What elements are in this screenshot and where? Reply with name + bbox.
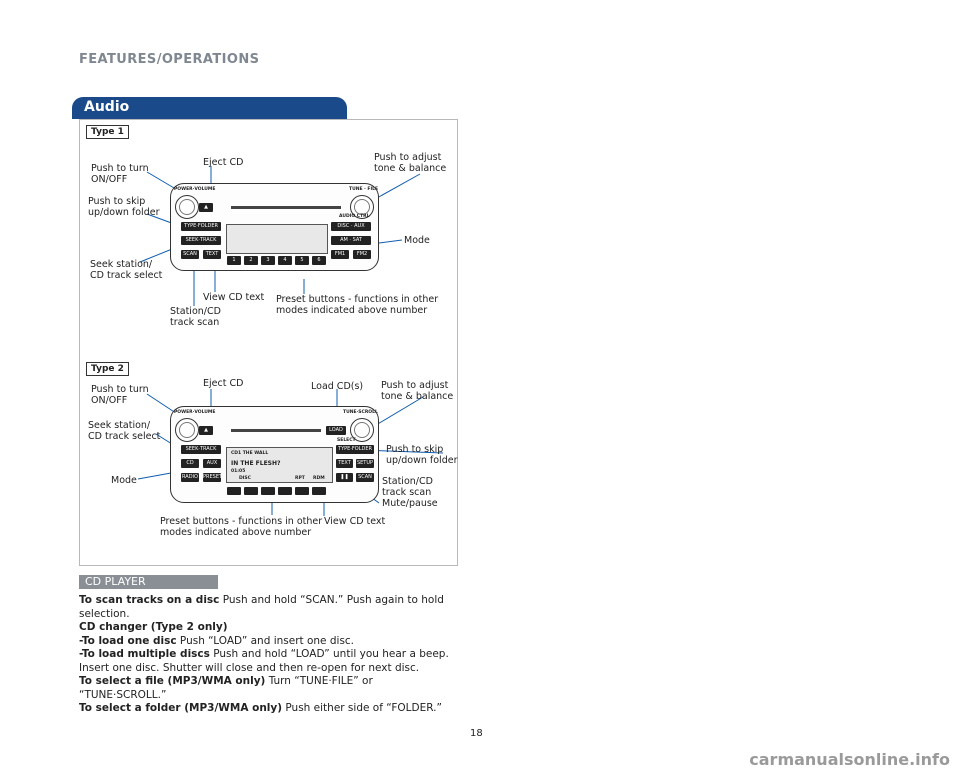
type2-text-button[interactable]: TEXT [336, 459, 353, 468]
type2-display-line1: CD1 THE WALL [231, 451, 269, 456]
type1-callout-skip: Push to skip up/down folder [88, 196, 160, 218]
type2-callout-seek: Seek station/ CD track select [88, 420, 161, 442]
type2-load-button[interactable]: LOAD [326, 426, 346, 435]
type2-label: Type 2 [86, 362, 129, 376]
section-heading: FEATURES/OPERATIONS [79, 52, 260, 67]
type1-eject-button[interactable] [199, 203, 213, 212]
type1-disc-aux-button[interactable]: DISC · AUX [331, 222, 371, 231]
type2-setup-button[interactable]: SETUP [356, 460, 374, 466]
type1-seek-track-button[interactable]: SEEK·TRACK [181, 236, 221, 245]
type1-preset-button[interactable]: 6 [312, 256, 326, 265]
type1-preset-button[interactable]: 3 [261, 256, 275, 265]
instruction-line: -To load one disc Push “LOAD” and insert one disc. [79, 634, 355, 647]
type2-radio-unit [170, 406, 379, 503]
footer-watermark: carmanualsonline.info [749, 750, 950, 769]
instruction-line: CD changer (Type 2 only) [79, 621, 228, 633]
type1-radio-unit [170, 183, 379, 271]
type1-label: Type 1 [86, 125, 129, 139]
type2-display [226, 447, 333, 483]
type2-preset-button[interactable] [261, 487, 275, 495]
type2-callout-scan: Station/CD track scan [382, 476, 433, 498]
type2-callout-power: Push to turn ON/OFF [91, 384, 149, 406]
type1-fm1-button[interactable]: FM1 [331, 250, 349, 259]
type2-preset-button[interactable] [227, 487, 241, 495]
type2-radio-button[interactable]: RADIO [182, 474, 198, 480]
type2-cd-button[interactable]: CD [181, 459, 199, 468]
type1-preset-button[interactable]: 4 [278, 256, 292, 265]
type1-callout-seek: Seek station/ CD track select [90, 259, 163, 281]
eject-icon: ▲ [204, 204, 208, 210]
type2-callout-tone: Push to adjust tone & balance [381, 380, 454, 402]
audio-title: Audio [84, 99, 130, 115]
type1-label-audio-ctrl: AUDIO CTRL [339, 214, 370, 219]
type2-label-select: SELECT [337, 438, 356, 443]
type1-power-volume-knob[interactable] [175, 195, 199, 219]
type2-callout-view-text: View CD text [324, 516, 386, 527]
type1-label-power-volume: POWER·VOLUME [174, 187, 216, 192]
type1-scan-button[interactable]: SCAN [181, 250, 199, 259]
type1-fm2-button[interactable]: FM2 [353, 250, 371, 259]
type2-display-rpt: RPT [295, 476, 305, 481]
type2-eject-button[interactable] [199, 426, 213, 435]
type2-display-line2: IN THE FLESH? [231, 460, 281, 467]
instruction-line: To scan tracks on a disc Push and hold “SCAN.” Push again to hold selection. [79, 594, 444, 620]
type1-preset-button[interactable]: 1 [227, 256, 241, 265]
type1-callout-eject: Eject CD [203, 157, 244, 168]
type2-callout-eject: Eject CD [203, 378, 244, 389]
type1-type-folder-button[interactable]: TYPE·FOLDER [181, 222, 221, 231]
type1-cd-slot [231, 206, 341, 209]
type1-display [226, 224, 328, 254]
type2-preset-mode-button[interactable]: PRESET [203, 474, 223, 480]
type1-callout-tone: Push to adjust tone & balance [374, 152, 447, 174]
type2-callout-mode: Mode [111, 475, 137, 486]
type1-callout-power: Push to turn ON/OFF [91, 163, 149, 185]
type2-callout-mute: Mute/pause [382, 498, 438, 509]
type1-callout-presets: Preset buttons - functions in other modes indicated above number [276, 294, 439, 316]
instruction-line: To select a folder (MP3/WMA only) Push either side of “FOLDER.” [79, 702, 442, 714]
type1-preset-button[interactable]: 5 [295, 256, 309, 265]
type1-callout-mode: Mode [404, 235, 430, 246]
type2-preset-button[interactable] [278, 487, 292, 495]
type2-callout-load: Load CD(s) [311, 381, 364, 392]
type1-callout-view-text: View CD text [203, 292, 265, 303]
type1-am-sat-button[interactable]: AM · SAT [331, 236, 371, 245]
type2-type-folder-button[interactable]: TYPE·FOLDER [336, 445, 374, 454]
type2-display-rdm: RDM [313, 476, 325, 481]
type2-label-power-volume: POWER·VOLUME [174, 410, 216, 415]
type2-aux-button[interactable]: AUX [203, 459, 221, 468]
type2-preset-button[interactable] [312, 487, 326, 495]
type2-power-volume-knob[interactable] [175, 418, 199, 442]
type2-mute-button[interactable] [336, 473, 353, 482]
page-number: 18 [470, 728, 483, 739]
type2-cd-slot [231, 429, 321, 432]
instruction-line: -To load multiple discs Push and hold “LOAD” until you hear a beep. Insert one disc. Shutter will close and then re-open for next disc. [79, 648, 449, 674]
type2-display-disc: DISC [239, 476, 251, 481]
pause-icon: ❚❚ [340, 474, 349, 480]
type2-label-tune-scroll: TUNE·SCROLL [343, 410, 378, 415]
type1-callout-scan: Station/CD track scan [170, 306, 221, 328]
type2-seek-track-button[interactable]: SEEK·TRACK [181, 445, 221, 454]
type1-label-tune-file: TUNE · FILE [349, 187, 379, 192]
type2-display-line3: 01:05 [231, 469, 246, 474]
type1-text-button[interactable]: TEXT [203, 250, 221, 259]
type2-callout-skip: Push to skip up/down folder [386, 444, 458, 466]
instruction-line: To select a file (MP3/WMA only) Turn “TUNE·FILE” or “TUNE·SCROLL.” [79, 675, 373, 701]
type2-callout-presets: Preset buttons - functions in other modes indicated above number [160, 516, 323, 538]
type2-preset-button[interactable] [244, 487, 258, 495]
cd-player-heading: CD PLAYER [79, 575, 218, 589]
audio-tab [72, 97, 347, 119]
eject-icon: ▲ [204, 427, 208, 433]
type2-preset-button[interactable] [295, 487, 309, 495]
cd-player-instructions [79, 594, 459, 716]
type1-preset-button[interactable]: 2 [244, 256, 258, 265]
type2-scan-button[interactable]: SCAN [356, 473, 374, 482]
